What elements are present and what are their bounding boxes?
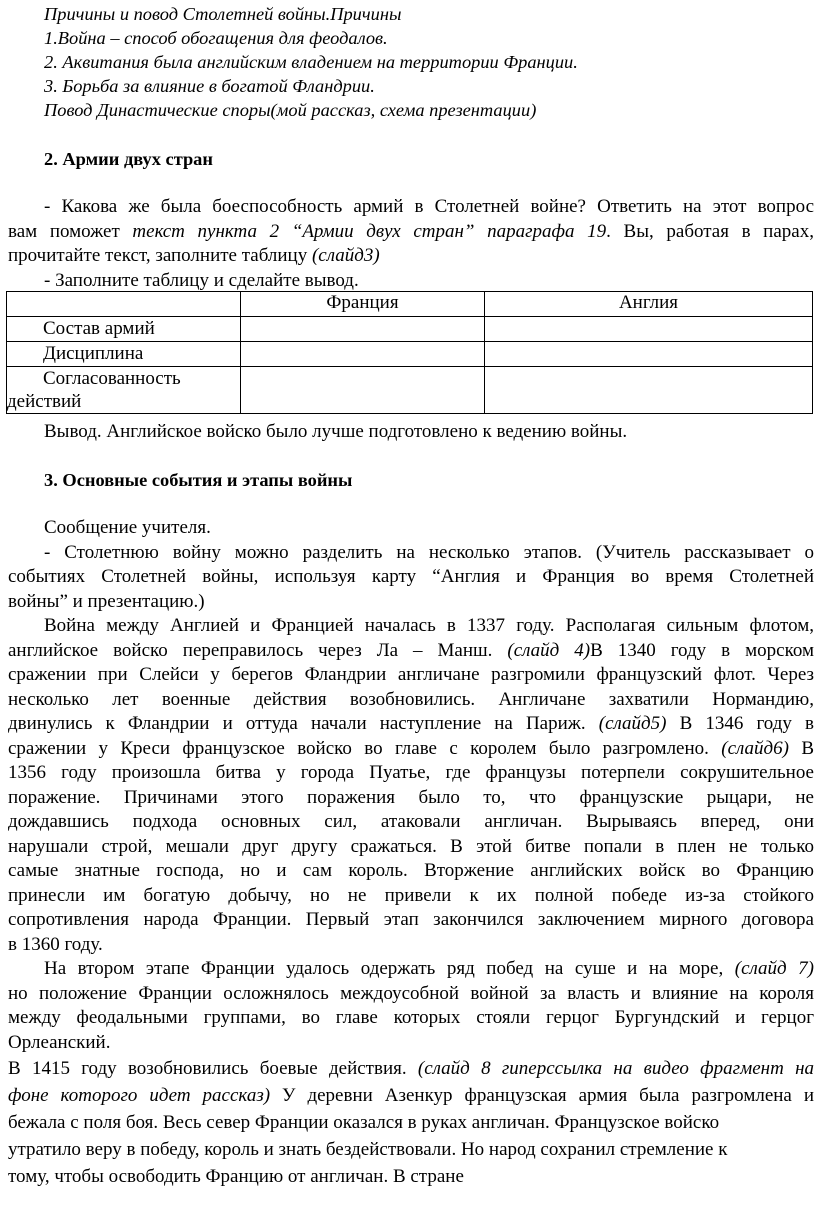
row-label: Дисциплина: [43, 343, 144, 364]
text-line: - Столетнюю войну можно разделить на несколько этапов. (Учитель рассказывает о: [44, 541, 814, 563]
italic-span: (слайд3): [311, 245, 380, 266]
text-span: В 1346 году в: [666, 713, 814, 734]
text-line: дождавшись подхода основных сил, атаковали англичан. Вырываясь вперед, они: [8, 811, 814, 832]
text-line: сопротивления народа Франции. Первый этап закончился заключением мирного договора: [8, 909, 814, 930]
italic-span: (слайд 8 гиперссылка на видео фрагмент на: [417, 1058, 814, 1079]
text-line: между феодальными группами, во главе которых стояли герцог Бургундский и герцог: [8, 1007, 814, 1028]
text-span: двинулись к Фландрии и оттуда начали наступление на Париж.: [8, 713, 599, 734]
row-label: Согласованность: [43, 368, 181, 389]
text-line: - Какова же была боеспособность армий в Столетней войне? Ответить на этот вопрос: [44, 196, 814, 217]
text-line: 1356 году произошла битва у города Пуатье, где французы потерпели сокрушительное: [8, 762, 814, 783]
intro-line: 3. Борьба за влияние в богатой Фландрии.: [44, 76, 375, 96]
text-line: бежала с поля боя. Весь север Франции оказался в руках англичан. Французское войско: [8, 1112, 720, 1133]
text-line: [8, 639, 814, 664]
text-line: [8, 1082, 814, 1109]
text-line: несколько лет военные действия возобновились. Англичане захватили Нормандию,: [8, 688, 814, 710]
task-line: - Заполните таблицу и сделайте вывод.: [44, 269, 359, 291]
table-cell: [485, 317, 813, 342]
section3-body: [8, 516, 814, 1190]
text-span: . Вы, работая в парах,: [606, 220, 814, 242]
table-cell: [485, 367, 813, 414]
italic-span: (слайд 4): [507, 639, 591, 661]
text-line: самые знатные господа, но и сам король. Вторжение английских войск во Францию: [8, 860, 814, 881]
intro-line: Причины и повод Столетней войны.Причины: [44, 4, 402, 24]
row-label: действий: [7, 391, 82, 412]
table-header-row: [7, 292, 813, 317]
section2-heading: 2. Армии двух стран: [44, 149, 213, 169]
italic-span: текст пункта 2 “Армии двух стран” параграфа 19: [132, 220, 607, 242]
conclusion: [8, 420, 814, 445]
italic-span: (слайд 7): [734, 958, 814, 979]
table-cell: [7, 367, 241, 414]
table-cell: [241, 317, 485, 342]
text-line: поражение. Причинами этого поражения было то, что французские рыцари, не: [8, 786, 814, 808]
italic-span: (слайд5): [598, 713, 667, 734]
table-cell: [7, 342, 241, 367]
table-row: [7, 367, 813, 414]
intro-line: 2. Аквитания была английским владением на территории Франции.: [44, 52, 578, 72]
text-line: утратило веру в победу, король и знать бездействовали. Но народ сохранил стремление к: [8, 1139, 728, 1160]
italic-span: (слайд6): [721, 737, 789, 759]
text-span: английское войско переправилось через Ла – Манш.: [8, 639, 508, 661]
text-line: Орлеанский.: [8, 1031, 111, 1053]
text-line: [8, 737, 814, 762]
armies-table: [6, 291, 813, 414]
text-line: событиях Столетней войны, используя карту “Англия и Франция во время Столетней: [8, 566, 814, 587]
section3-heading: 3. Основные события и этапы войны: [44, 470, 353, 490]
table-cell: [7, 292, 241, 317]
text-line: Вывод. Английское войско было лучше подготовлено к ведению войны.: [44, 421, 628, 442]
text-span: прочитайте текст, заполните таблицу: [8, 245, 312, 266]
text-line: принесли им богатую добычу, но не привели к их полной победе из-за стойкого: [8, 884, 814, 906]
table-header-england: Англия: [485, 292, 813, 317]
text-line: войны” и презентацию.): [8, 590, 205, 612]
text-line: тому, чтобы освободить Францию от англичан. В стране: [8, 1166, 464, 1187]
italic-span: фоне которого идет рассказ): [8, 1085, 271, 1106]
text-span: В 1415 году возобновились боевые действия.: [8, 1058, 418, 1079]
text-line: но положение Франции осложнялось междоусобной войной за власть и влияние на короля: [8, 982, 814, 1004]
table-cell: [7, 317, 241, 342]
section2-question: [8, 195, 814, 293]
table-header-france: Франция: [241, 292, 485, 317]
table-row: [7, 317, 813, 342]
text-span: У деревни Азенкур французская армия была разгромлена и: [270, 1085, 814, 1106]
table-cell: [241, 367, 485, 414]
intro-line: 1.Война – способ обогащения для феодалов.: [44, 28, 388, 48]
table-cell: [485, 342, 813, 367]
text-span: В 1340 году в морском: [590, 639, 814, 661]
teacher-line: Сообщение учителя.: [44, 517, 211, 538]
text-span: сражении у Креси французское войско во главе с королем было разгромлено.: [8, 737, 722, 759]
text-line: [8, 957, 814, 982]
intro-line: Повод Династические споры(мой рассказ, схема презентации): [44, 100, 537, 120]
row-label: Состав армий: [43, 318, 155, 339]
text-span: В: [788, 737, 814, 759]
text-line: [8, 244, 814, 269]
intro-block: [44, 2, 804, 122]
table-cell: [241, 342, 485, 367]
text-line: [8, 220, 814, 245]
text-line: [8, 712, 814, 737]
text-span: вам поможет: [8, 220, 133, 242]
text-line: нарушали строй, мешали друг другу сражаться. В этой битве попали в плен не только: [8, 835, 814, 857]
text-line: [8, 1055, 814, 1082]
text-line: в 1360 году.: [8, 933, 103, 955]
text-line: Война между Англией и Францией началась в 1337 году. Располагая сильным флотом,: [44, 615, 814, 636]
table-row: [7, 342, 813, 367]
text-span: На втором этапе Франции удалось одержать ряд побед на суше и на море,: [44, 958, 735, 979]
text-line: сражении при Слейси у берегов Фландрии англичане разгромили французский флот. Через: [8, 664, 814, 685]
